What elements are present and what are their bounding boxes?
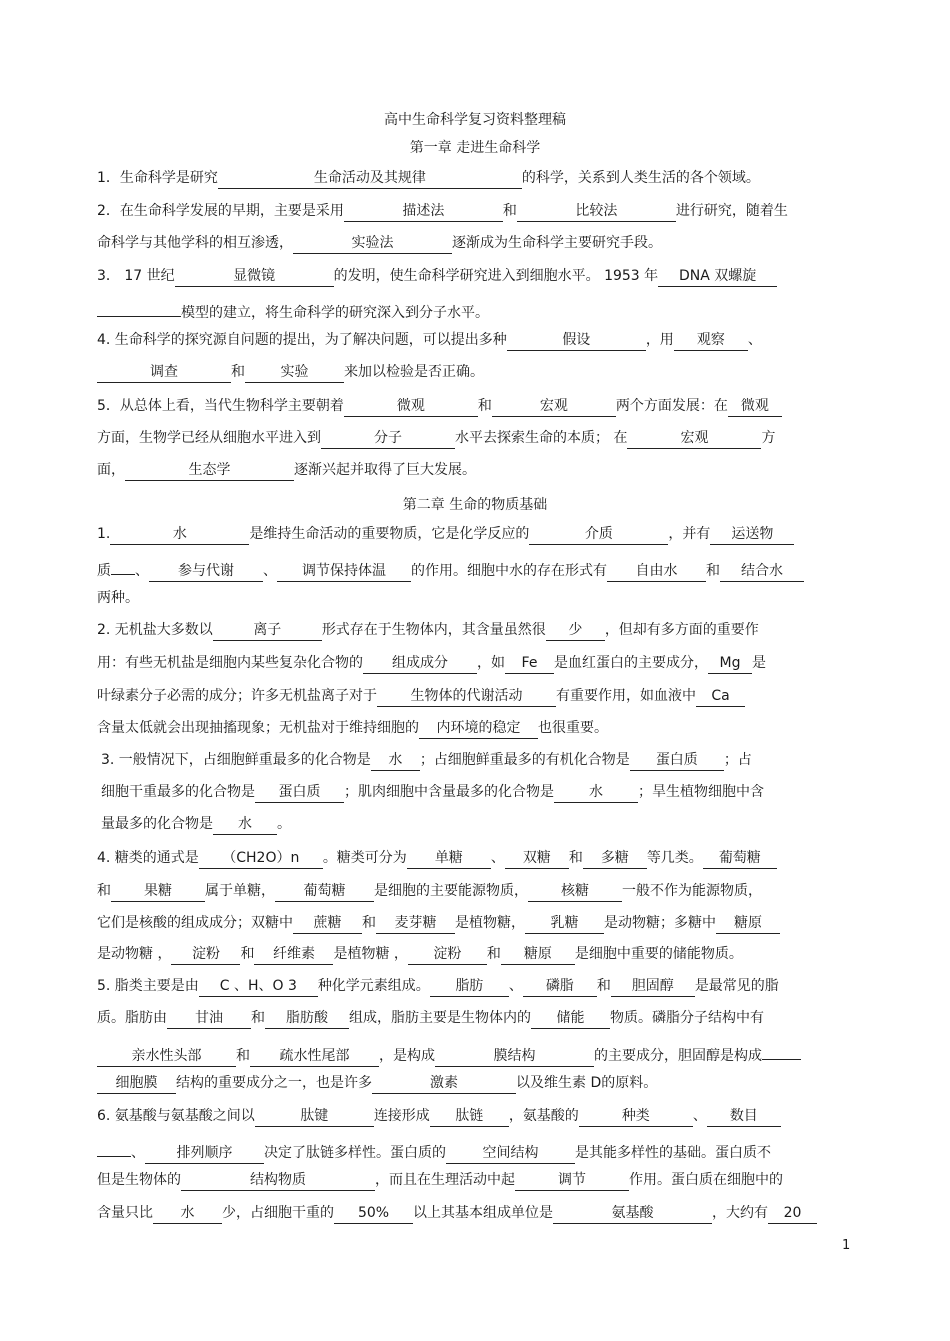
line-text: 等几类。 bbox=[646, 850, 703, 866]
text-line bbox=[97, 620, 759, 641]
fill-blank-answer: 实验 bbox=[245, 362, 344, 383]
fill-blank-answer: 葡萄糖 bbox=[703, 848, 777, 869]
text-line bbox=[97, 653, 766, 674]
line-text: 组成，脂肪主要是生物体内的 bbox=[349, 1010, 531, 1026]
line-text: 以及维生素 D的原料。 bbox=[516, 1075, 658, 1091]
fill-blank-answer: 显微镜 bbox=[175, 266, 334, 287]
fill-blank-answer: 调节保持体温 bbox=[277, 561, 411, 582]
line-text: ；旱生植物细胞中含 bbox=[638, 784, 764, 800]
line-text: 属于单糖， bbox=[205, 883, 275, 899]
line-text: 结构的重要成分之一，也是许多 bbox=[176, 1075, 372, 1091]
fill-blank-answer: 运送物 bbox=[710, 524, 794, 545]
line-text: 的发明，使生命科学研究进入到细胞水平。 1953 年 bbox=[333, 268, 659, 284]
text-line bbox=[97, 1073, 657, 1094]
text-line bbox=[97, 396, 782, 417]
line-text: 是最常见的脂 bbox=[694, 978, 779, 994]
fill-blank-answer: 微观 bbox=[728, 396, 782, 417]
line-text: 形式存在于生物体内，其含量虽然很 bbox=[321, 622, 546, 638]
line-text: ；占细胞鲜重最多的有机化合物是 bbox=[419, 752, 630, 768]
fill-blank-answer: 蔗糖 bbox=[293, 913, 362, 934]
text-line bbox=[97, 1106, 781, 1127]
text-line bbox=[97, 1138, 771, 1164]
line-text: 是细胞中重要的储能物质。 bbox=[574, 946, 743, 962]
fill-blank-answer bbox=[762, 1041, 801, 1060]
line-text: 、 bbox=[490, 850, 505, 866]
line-text: 有重要作用，如血液中 bbox=[556, 688, 696, 704]
fill-blank-answer bbox=[97, 298, 181, 317]
text-line bbox=[97, 848, 777, 869]
line-text: 5．从总体上看，当代生物科学主要朝着 bbox=[97, 398, 344, 414]
text-line bbox=[101, 814, 291, 835]
fill-blank-answer: Ca bbox=[696, 686, 745, 707]
fill-blank-answer: 疏水性尾部 bbox=[250, 1046, 379, 1067]
fill-blank-answer: 储能 bbox=[531, 1008, 610, 1029]
fill-blank-answer: 果糖 bbox=[111, 881, 205, 902]
fill-blank-answer: 麦芽糖 bbox=[376, 913, 455, 934]
line-text: 和 bbox=[596, 978, 611, 994]
text-line bbox=[97, 944, 743, 965]
fill-blank-answer: 假设 bbox=[507, 330, 646, 351]
line-text: 质。脂肪由 bbox=[97, 1010, 167, 1026]
fill-blank-answer: 肽链 bbox=[430, 1106, 509, 1127]
line-text: 是动物糖；多糖中 bbox=[604, 915, 716, 931]
line-text: 命科学与其他学科的相互渗透， bbox=[97, 235, 293, 251]
fill-blank-answer: 肽键 bbox=[255, 1106, 374, 1127]
line-text: 、 bbox=[135, 563, 149, 579]
line-text: ；肌肉细胞中含量最多的化合物是 bbox=[344, 784, 554, 800]
fill-blank-answer: 宏观 bbox=[492, 396, 616, 417]
line-text: 3． 17 世纪 bbox=[97, 268, 175, 284]
line-text: 2．在生命科学发展的早期，主要是采用 bbox=[97, 203, 344, 219]
line-text: 5. 脂类主要是由 bbox=[97, 978, 199, 994]
text-line bbox=[97, 1008, 764, 1029]
line-text: 决定了肽链多样性。蛋白质的 bbox=[264, 1145, 446, 1161]
text-line bbox=[97, 266, 777, 287]
line-text: 4. 生命科学的探究源自问题的提出，为了解决问题，可以提出多种 bbox=[97, 332, 507, 348]
line-text: ，是构成 bbox=[379, 1048, 435, 1064]
line-text: ，用 bbox=[645, 332, 674, 348]
fill-blank-answer: 内环境的稳定 bbox=[419, 718, 538, 739]
fill-blank-answer: 葡萄糖 bbox=[275, 881, 374, 902]
fill-blank-answer: 20 bbox=[768, 1203, 817, 1224]
text-line bbox=[97, 1170, 783, 1191]
line-text: 是植物糖 ， bbox=[333, 946, 408, 962]
fill-blank-answer: （CH2O）n bbox=[199, 848, 323, 869]
fill-blank-answer: 单糖 bbox=[407, 848, 491, 869]
line-text: 是 bbox=[752, 655, 766, 671]
fill-blank-answer: 脂肪酸 bbox=[265, 1008, 349, 1029]
fill-blank-answer: 蛋白质 bbox=[630, 750, 724, 771]
text-line bbox=[101, 782, 764, 803]
line-text: 、 bbox=[692, 1108, 707, 1124]
line-text: 质 bbox=[97, 563, 111, 579]
chapter-2-heading: 第二章 生命的物质基础 bbox=[402, 497, 548, 513]
document-title: 高中生命科学复习资料整理稿 bbox=[384, 112, 566, 128]
line-text: 含量太低就会出现抽搐现象；无机盐对于维持细胞的 bbox=[97, 720, 419, 736]
line-text: 面， bbox=[97, 462, 125, 478]
fill-blank-answer: 数目 bbox=[707, 1106, 781, 1127]
line-text: 6. 氨基酸与氨基酸之间以 bbox=[97, 1108, 255, 1124]
line-text: 一般不作为能源物质， bbox=[622, 883, 762, 899]
fill-blank-answer bbox=[111, 556, 135, 575]
fill-blank-answer: 生命活动及其规律 bbox=[218, 168, 522, 189]
line-text: 种化学元素组成。 bbox=[317, 978, 430, 994]
fill-blank-answer: 水 bbox=[554, 782, 638, 803]
line-text: 是血红蛋白的主要成分， bbox=[554, 655, 708, 671]
line-text: 是细胞的主要能源物质， bbox=[374, 883, 528, 899]
fill-blank-answer: 多糖 bbox=[583, 848, 647, 869]
fill-blank-answer: 组成成分 bbox=[363, 653, 477, 674]
line-text: ，而且在生理活动中起 bbox=[375, 1172, 515, 1188]
line-text: ，氨基酸的 bbox=[508, 1108, 579, 1124]
text-line bbox=[97, 201, 788, 222]
line-text: 和 bbox=[236, 1048, 250, 1064]
text-line bbox=[97, 1203, 817, 1224]
text-line bbox=[97, 913, 780, 934]
line-text: 是植物糖， bbox=[455, 915, 525, 931]
line-text: 的作用。细胞中水的存在形式有 bbox=[411, 563, 607, 579]
fill-blank-answer: 分子 bbox=[321, 428, 455, 449]
fill-blank-answer: 磷脂 bbox=[523, 976, 597, 997]
fill-blank-answer: Mg bbox=[708, 653, 752, 674]
fill-blank-answer: 激素 bbox=[372, 1073, 516, 1094]
fill-blank-answer bbox=[97, 1138, 131, 1157]
line-text: 方面，生物学已经从细胞水平进入到 bbox=[97, 430, 321, 446]
line-text: 3. 一般情况下，占细胞鲜重最多的化合物是 bbox=[101, 752, 371, 768]
line-text: 进行研究，随着生 bbox=[675, 203, 788, 219]
chapter-1-heading: 第一章 走进生命科学 bbox=[409, 140, 541, 156]
fill-blank-answer: 乳糖 bbox=[525, 913, 604, 934]
text-line bbox=[97, 686, 745, 707]
fill-blank-answer: 淀粉 bbox=[408, 944, 487, 965]
text-line bbox=[101, 750, 752, 771]
fill-blank-answer: 结构物质 bbox=[181, 1170, 375, 1191]
line-text: 来加以检验是否正确。 bbox=[344, 364, 484, 380]
line-text: 。糖类可分为 bbox=[322, 850, 407, 866]
line-text: 1. bbox=[97, 526, 111, 542]
text-line bbox=[97, 588, 139, 608]
line-text: 是其能多样性的基础。蛋白质不 bbox=[575, 1145, 771, 1161]
line-text: 模型的建立，将生命科学的研究深入到分子水平。 bbox=[181, 305, 489, 321]
fill-blank-answer: 糖原 bbox=[501, 944, 575, 965]
text-line bbox=[97, 233, 662, 254]
line-text: 用：有些无机盐是细胞内某些复杂化合物的 bbox=[97, 655, 363, 671]
line-text: ；占 bbox=[723, 752, 752, 768]
line-text: 量最多的化合物是 bbox=[101, 816, 213, 832]
line-text: 逐渐成为生命科学主要研究手段。 bbox=[452, 235, 662, 251]
fill-blank-answer: 膜结构 bbox=[435, 1046, 594, 1067]
fill-blank-answer: 细胞膜 bbox=[97, 1073, 176, 1094]
line-text: 两个方面发展：在 bbox=[615, 398, 728, 414]
fill-blank-answer: 实验法 bbox=[293, 233, 452, 254]
fill-blank-answer: 排列顺序 bbox=[145, 1143, 264, 1164]
fill-blank-answer: 双糖 bbox=[505, 848, 569, 869]
line-text: 和 bbox=[240, 946, 255, 962]
fill-blank-answer: 纤维素 bbox=[254, 944, 333, 965]
fill-blank-answer: 生物体的代谢活动 bbox=[377, 686, 556, 707]
text-line bbox=[97, 881, 762, 902]
text-line bbox=[97, 362, 484, 383]
fill-blank-answer: 介质 bbox=[529, 524, 668, 545]
fill-blank-answer: 核糖 bbox=[528, 881, 622, 902]
line-text: ，并有 bbox=[668, 526, 711, 542]
line-text: 和 bbox=[568, 850, 583, 866]
line-text: 的主要成分，胆固醇是构成 bbox=[594, 1048, 762, 1064]
fill-blank-answer: 生态学 bbox=[125, 460, 294, 481]
line-text: 以上其基本组成单位是 bbox=[413, 1205, 553, 1221]
fill-blank-answer: 氨基酸 bbox=[553, 1203, 712, 1224]
fill-blank-answer: 水 bbox=[213, 814, 277, 835]
fill-blank-answer: 50% bbox=[334, 1203, 413, 1224]
fill-blank-answer: 参与代谢 bbox=[149, 561, 263, 582]
line-text: 也很重要。 bbox=[538, 720, 608, 736]
line-text: 方 bbox=[761, 430, 776, 446]
text-line bbox=[97, 298, 489, 323]
fill-blank-answer: 比较法 bbox=[517, 201, 676, 222]
line-text: 是维持生命活动的重要物质，它是化学反应的 bbox=[249, 526, 530, 542]
line-text: 1．生命科学是研究 bbox=[97, 170, 218, 186]
line-text: 2. 无机盐大多数以 bbox=[97, 622, 213, 638]
fill-blank-answer: 少 bbox=[546, 620, 605, 641]
fill-blank-answer: 结合水 bbox=[720, 561, 804, 582]
line-text: 但是生物体的 bbox=[97, 1172, 181, 1188]
line-text: ，如 bbox=[477, 655, 505, 671]
fill-blank-answer: DNA 双螺旋 bbox=[658, 266, 777, 287]
text-line bbox=[97, 168, 760, 189]
fill-blank-answer: 宏观 bbox=[627, 428, 761, 449]
text-line bbox=[97, 460, 476, 481]
line-text: 含量只比 bbox=[97, 1205, 153, 1221]
fill-blank-answer: 微观 bbox=[344, 396, 478, 417]
line-text: 叶绿素分子必需的成分；许多无机盐离子对于 bbox=[97, 688, 377, 704]
line-text: 和 bbox=[486, 946, 501, 962]
fill-blank-answer: 蛋白质 bbox=[255, 782, 344, 803]
line-text: 它们是核酸的组成成分；双糖中 bbox=[97, 915, 293, 931]
text-line bbox=[97, 718, 608, 739]
line-text: 和 bbox=[97, 883, 111, 899]
fill-blank-answer: 胆固醇 bbox=[611, 976, 695, 997]
line-text: 、 bbox=[747, 332, 762, 348]
line-text: 和 bbox=[706, 563, 720, 579]
fill-blank-answer: 糖原 bbox=[716, 913, 780, 934]
line-text: 和 bbox=[251, 1010, 265, 1026]
line-text: 连接形成 bbox=[373, 1108, 430, 1124]
fill-blank-answer: 甘油 bbox=[167, 1008, 251, 1029]
line-text: 和 bbox=[231, 364, 245, 380]
fill-blank-answer: 描述法 bbox=[344, 201, 503, 222]
line-text: 。 bbox=[277, 816, 291, 832]
line-text: 少，占细胞干重的 bbox=[222, 1205, 334, 1221]
line-text: 水平去探索生命的本质； 在 bbox=[455, 430, 628, 446]
line-text: ，但却有多方面的重要作 bbox=[604, 622, 759, 638]
line-text: 是动物糖 ， bbox=[97, 946, 172, 962]
fill-blank-answer: 亲水性头部 bbox=[97, 1046, 236, 1067]
fill-blank-answer: 离子 bbox=[213, 620, 322, 641]
fill-blank-answer: 水 bbox=[153, 1203, 222, 1224]
text-line bbox=[97, 330, 762, 351]
fill-blank-answer: 调节 bbox=[515, 1170, 629, 1191]
fill-blank-answer: 脂肪 bbox=[430, 976, 509, 997]
line-text: 两种。 bbox=[97, 590, 139, 606]
text-line bbox=[97, 556, 804, 582]
line-text: 作用。蛋白质在细胞中的 bbox=[629, 1172, 783, 1188]
line-text: 细胞干重最多的化合物是 bbox=[101, 784, 255, 800]
line-text: 和 bbox=[362, 915, 376, 931]
line-text: 逐渐兴起并取得了巨大发展。 bbox=[294, 462, 476, 478]
line-text: 物质。磷脂分子结构中有 bbox=[610, 1010, 764, 1026]
fill-blank-answer: 观察 bbox=[674, 330, 748, 351]
fill-blank-answer: 空间结构 bbox=[446, 1143, 575, 1164]
line-text: 和 bbox=[477, 398, 492, 414]
text-line bbox=[97, 1041, 801, 1067]
text-line bbox=[97, 976, 779, 997]
fill-blank-answer: 自由水 bbox=[607, 561, 706, 582]
line-text: 、 bbox=[131, 1145, 145, 1161]
text-line bbox=[97, 428, 775, 449]
fill-blank-answer: 种类 bbox=[579, 1106, 693, 1127]
line-text: 和 bbox=[502, 203, 517, 219]
fill-blank-answer: 水 bbox=[371, 750, 420, 771]
fill-blank-answer: 调查 bbox=[97, 362, 231, 383]
line-text: 4. 糖类的通式是 bbox=[97, 850, 199, 866]
fill-blank-answer: 水 bbox=[110, 524, 249, 545]
line-text: 、 bbox=[508, 978, 523, 994]
line-text: 、 bbox=[263, 563, 277, 579]
fill-blank-answer: 淀粉 bbox=[171, 944, 240, 965]
line-text: 的科学，关系到人类生活的各个领域。 bbox=[521, 170, 760, 186]
fill-blank-answer: Fe bbox=[505, 653, 554, 674]
fill-blank-answer: C 、H、O 3 bbox=[199, 976, 318, 997]
text-line bbox=[97, 524, 794, 545]
page-number: 1 bbox=[842, 1238, 851, 1253]
line-text: ，大约有 bbox=[712, 1205, 768, 1221]
